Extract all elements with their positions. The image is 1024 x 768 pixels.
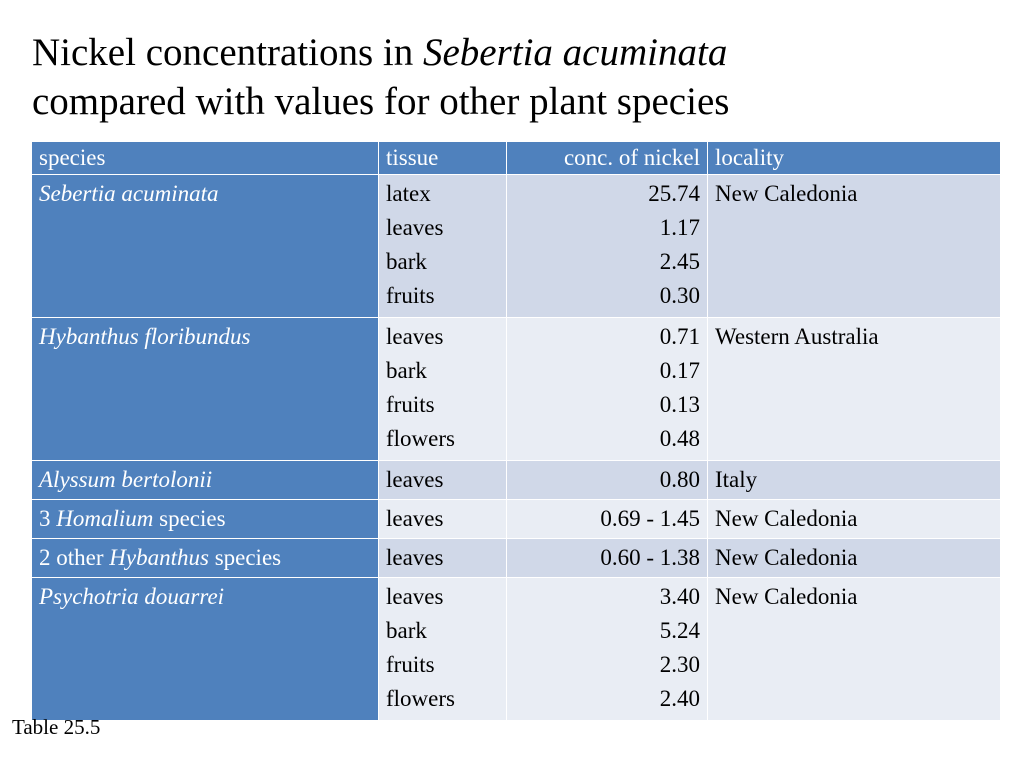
conc-value: 0.69 - 1.45	[600, 506, 700, 531]
slide-title	[32, 28, 1012, 126]
title-line-2: compared with values for other plant species	[32, 80, 730, 123]
species-name: Hybanthus	[109, 545, 209, 570]
conc-value: 0.71	[659, 324, 700, 349]
conc-value: 0.30	[659, 283, 700, 308]
conc-value: 5.24	[659, 618, 700, 643]
header-species: species	[32, 142, 379, 175]
species-prefix: 3	[39, 506, 57, 531]
nickel-table	[31, 141, 1001, 721]
locality-cell: New Caledonia	[708, 500, 1001, 539]
locality-cell: New Caledonia	[708, 175, 1001, 318]
tissue-value: flowers	[386, 426, 455, 451]
tissue-value: bark	[386, 358, 427, 383]
tissue-value: leaves	[386, 506, 444, 531]
tissue-cell	[379, 318, 507, 461]
tissue-cell	[379, 578, 507, 721]
species-suffix: species	[208, 545, 282, 570]
conc-cell	[507, 175, 708, 318]
tissue-value: fruits	[386, 392, 435, 417]
table-row	[32, 175, 1001, 318]
species-name: Sebertia acuminata	[39, 181, 219, 206]
tissue-value: leaves	[386, 215, 444, 240]
header-conc: conc. of nickel	[507, 142, 708, 175]
conc-value: 25.74	[648, 181, 700, 206]
locality-cell: New Caledonia	[708, 539, 1001, 578]
table-header-row	[32, 142, 1001, 175]
conc-value: 2.45	[659, 249, 700, 274]
species-name: Hybanthus floribundus	[39, 324, 251, 349]
tissue-value: fruits	[386, 652, 435, 677]
tissue-value: leaves	[386, 324, 444, 349]
conc-value: 0.17	[659, 358, 700, 383]
species-cell	[32, 539, 379, 578]
tissue-cell	[379, 500, 507, 539]
tissue-value: bark	[386, 249, 427, 274]
header-locality: locality	[708, 142, 1001, 175]
locality-cell: Italy	[708, 461, 1001, 500]
conc-cell	[507, 461, 708, 500]
conc-value: 0.80	[659, 467, 700, 492]
species-cell	[32, 175, 379, 318]
tissue-cell	[379, 539, 507, 578]
table-row	[32, 500, 1001, 539]
conc-cell	[507, 578, 708, 721]
conc-cell	[507, 539, 708, 578]
conc-value: 1.17	[659, 215, 700, 240]
tissue-value: leaves	[386, 467, 444, 492]
tissue-value: leaves	[386, 584, 444, 609]
conc-value: 3.40	[659, 584, 700, 609]
species-suffix: species	[153, 506, 226, 531]
species-cell	[32, 318, 379, 461]
tissue-value: fruits	[386, 283, 435, 308]
conc-value: 0.13	[659, 392, 700, 417]
species-prefix: 2 other	[39, 545, 110, 570]
conc-value: 2.40	[659, 686, 700, 711]
species-cell	[32, 461, 379, 500]
header-tissue: tissue	[379, 142, 507, 175]
tissue-value: flowers	[386, 686, 455, 711]
conc-value: 0.60 - 1.38	[600, 545, 700, 570]
table-row	[32, 318, 1001, 461]
tissue-cell	[379, 175, 507, 318]
species-name: Alyssum bertolonii	[39, 467, 213, 492]
tissue-value: bark	[386, 618, 427, 643]
table-caption: Table 25.5	[12, 715, 101, 739]
table-row	[32, 461, 1001, 500]
species-name: Homalium	[56, 506, 154, 531]
tissue-value: leaves	[386, 545, 444, 570]
species-cell	[32, 500, 379, 539]
table-row	[32, 578, 1001, 721]
conc-value: 0.48	[659, 426, 700, 451]
species-name: Psychotria douarrei	[39, 584, 225, 609]
tissue-value: latex	[386, 181, 431, 206]
conc-value: 2.30	[659, 652, 700, 677]
locality-cell: New Caledonia	[708, 578, 1001, 721]
species-cell	[32, 578, 379, 721]
title-species-name: Sebertia acuminata	[422, 31, 728, 74]
locality-cell: Western Australia	[708, 318, 1001, 461]
conc-cell	[507, 500, 708, 539]
tissue-cell	[379, 461, 507, 500]
table-row	[32, 539, 1001, 578]
conc-cell	[507, 318, 708, 461]
table-body	[32, 175, 1001, 721]
title-text: Nickel concentrations in	[32, 31, 423, 74]
